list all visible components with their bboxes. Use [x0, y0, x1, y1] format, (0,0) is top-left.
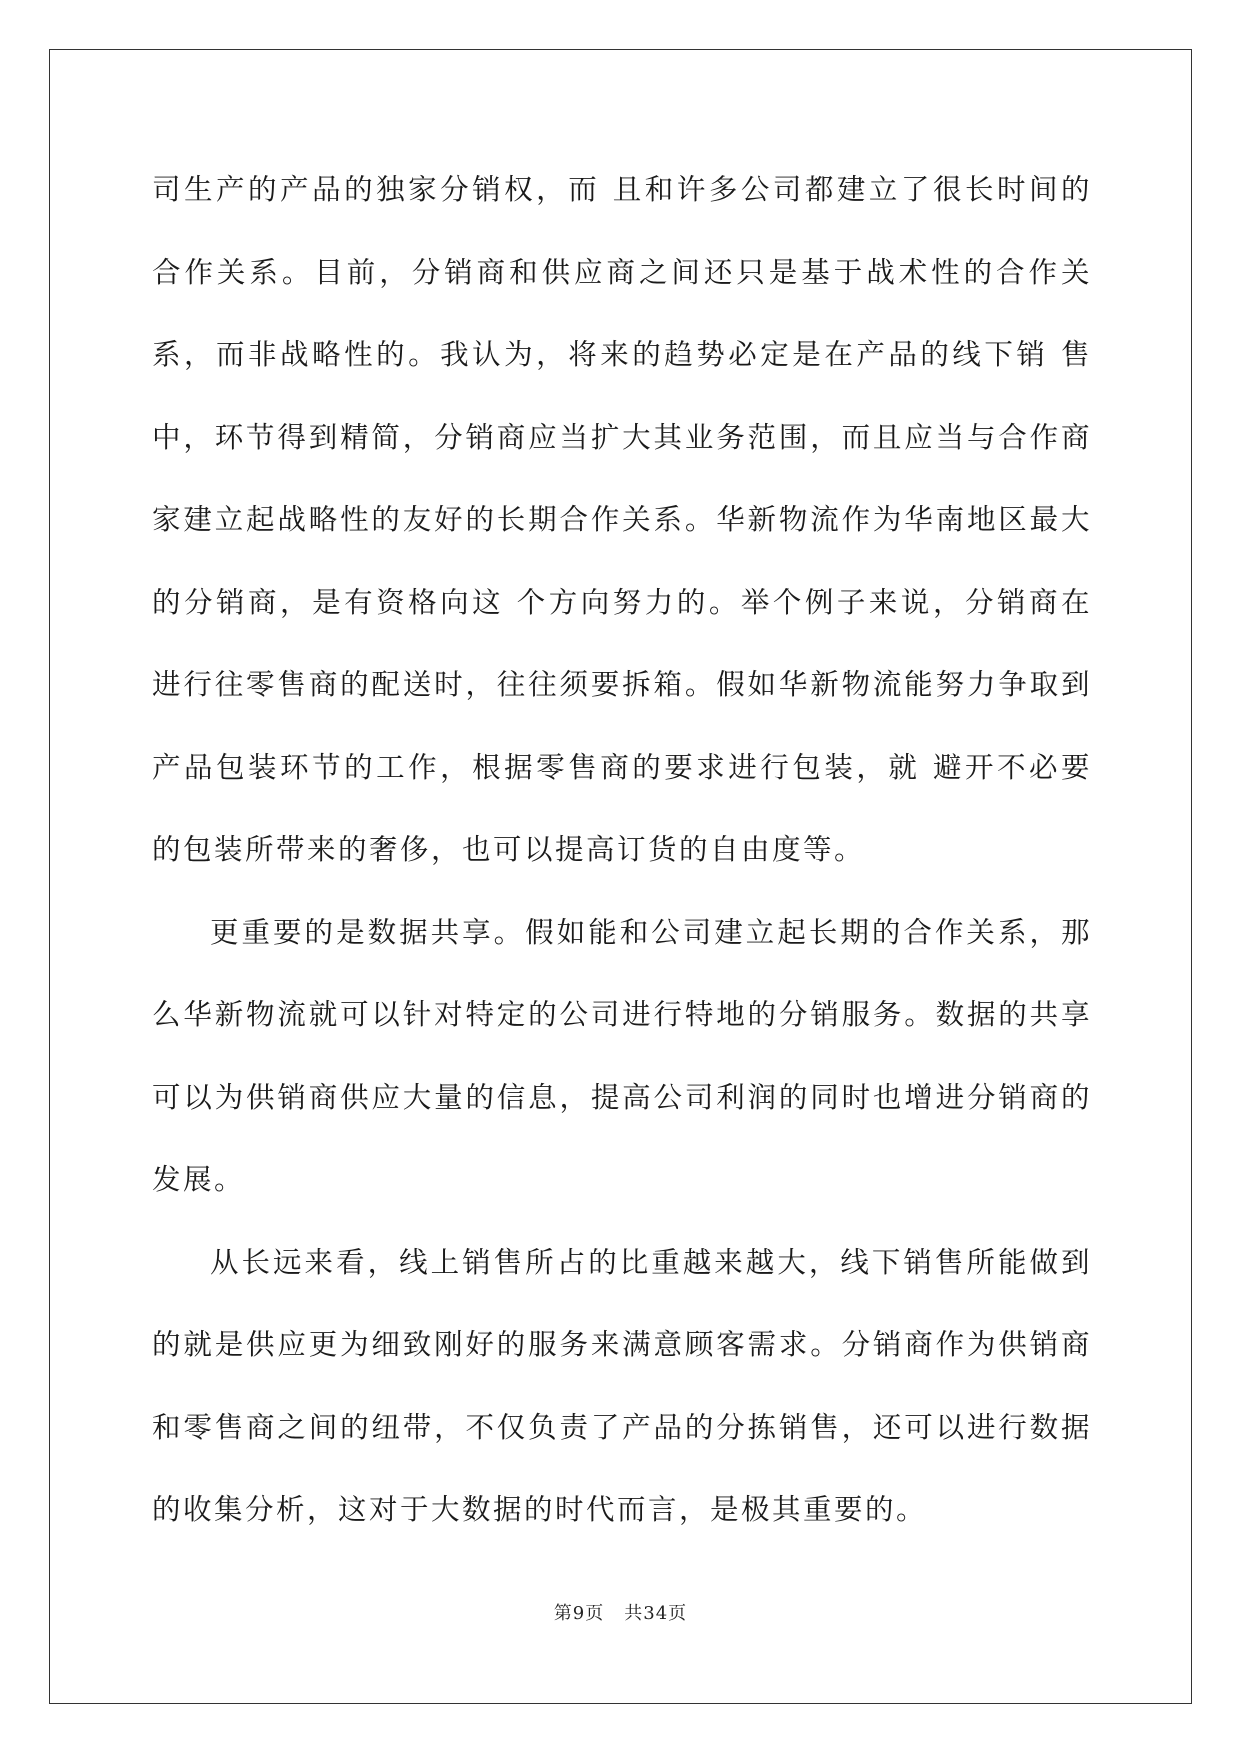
paragraph-3: 从长远来看，线上销售所占的比重越来越大，线下销售所能做到的就是供应更为细致刚好的服务来满意顾客需求。分销商作为供销商和零售商之间的纽带，不仅负责了产品的分拣销售，还可以进行数据的收集分析，这对于大数据的时代而言，是极其重要的。 — [152, 1245, 1092, 1526]
page-footer — [0, 1599, 1241, 1625]
paragraph-2: 更重要的是数据共享。假如能和公司建立起长期的合作关系，那么华新物流就可以针对特定的公司进行特地的分销服务。数据的共享可以为供销商供应大量的信息，提高公司利润的同时也增进分销商的发展。 — [152, 915, 1092, 1196]
paragraph-1: 司生产的产品的独家分销权，而 且和许多公司都建立了很长时间的合作关系。目前，分销商和供应商之间还只是基于战术性的合作关系，而非战略性的。我认为，将来的趋势必定是在产品的线下销 售中，环节得到精简，分销商应当扩大其业务范围，而且应当与合作商家建立起战略性的友好的长期合作关系。华新物流作为华南地区最大的分销商，是有资格向这 个方向努力的。举个例子来说，分销商在进行往零售商的配送时，往往须要拆箱。假如华新物流能努力争取到产品包装环节的工作，根据零售商的要求进行包装，就 避开不必要的包装所带来的奢侈，也可以提高订货的自由度等。 — [152, 173, 1092, 866]
document-body — [152, 149, 1092, 1552]
page-number: 第9页 — [553, 1603, 605, 1624]
page-total: 共34页 — [624, 1603, 688, 1624]
